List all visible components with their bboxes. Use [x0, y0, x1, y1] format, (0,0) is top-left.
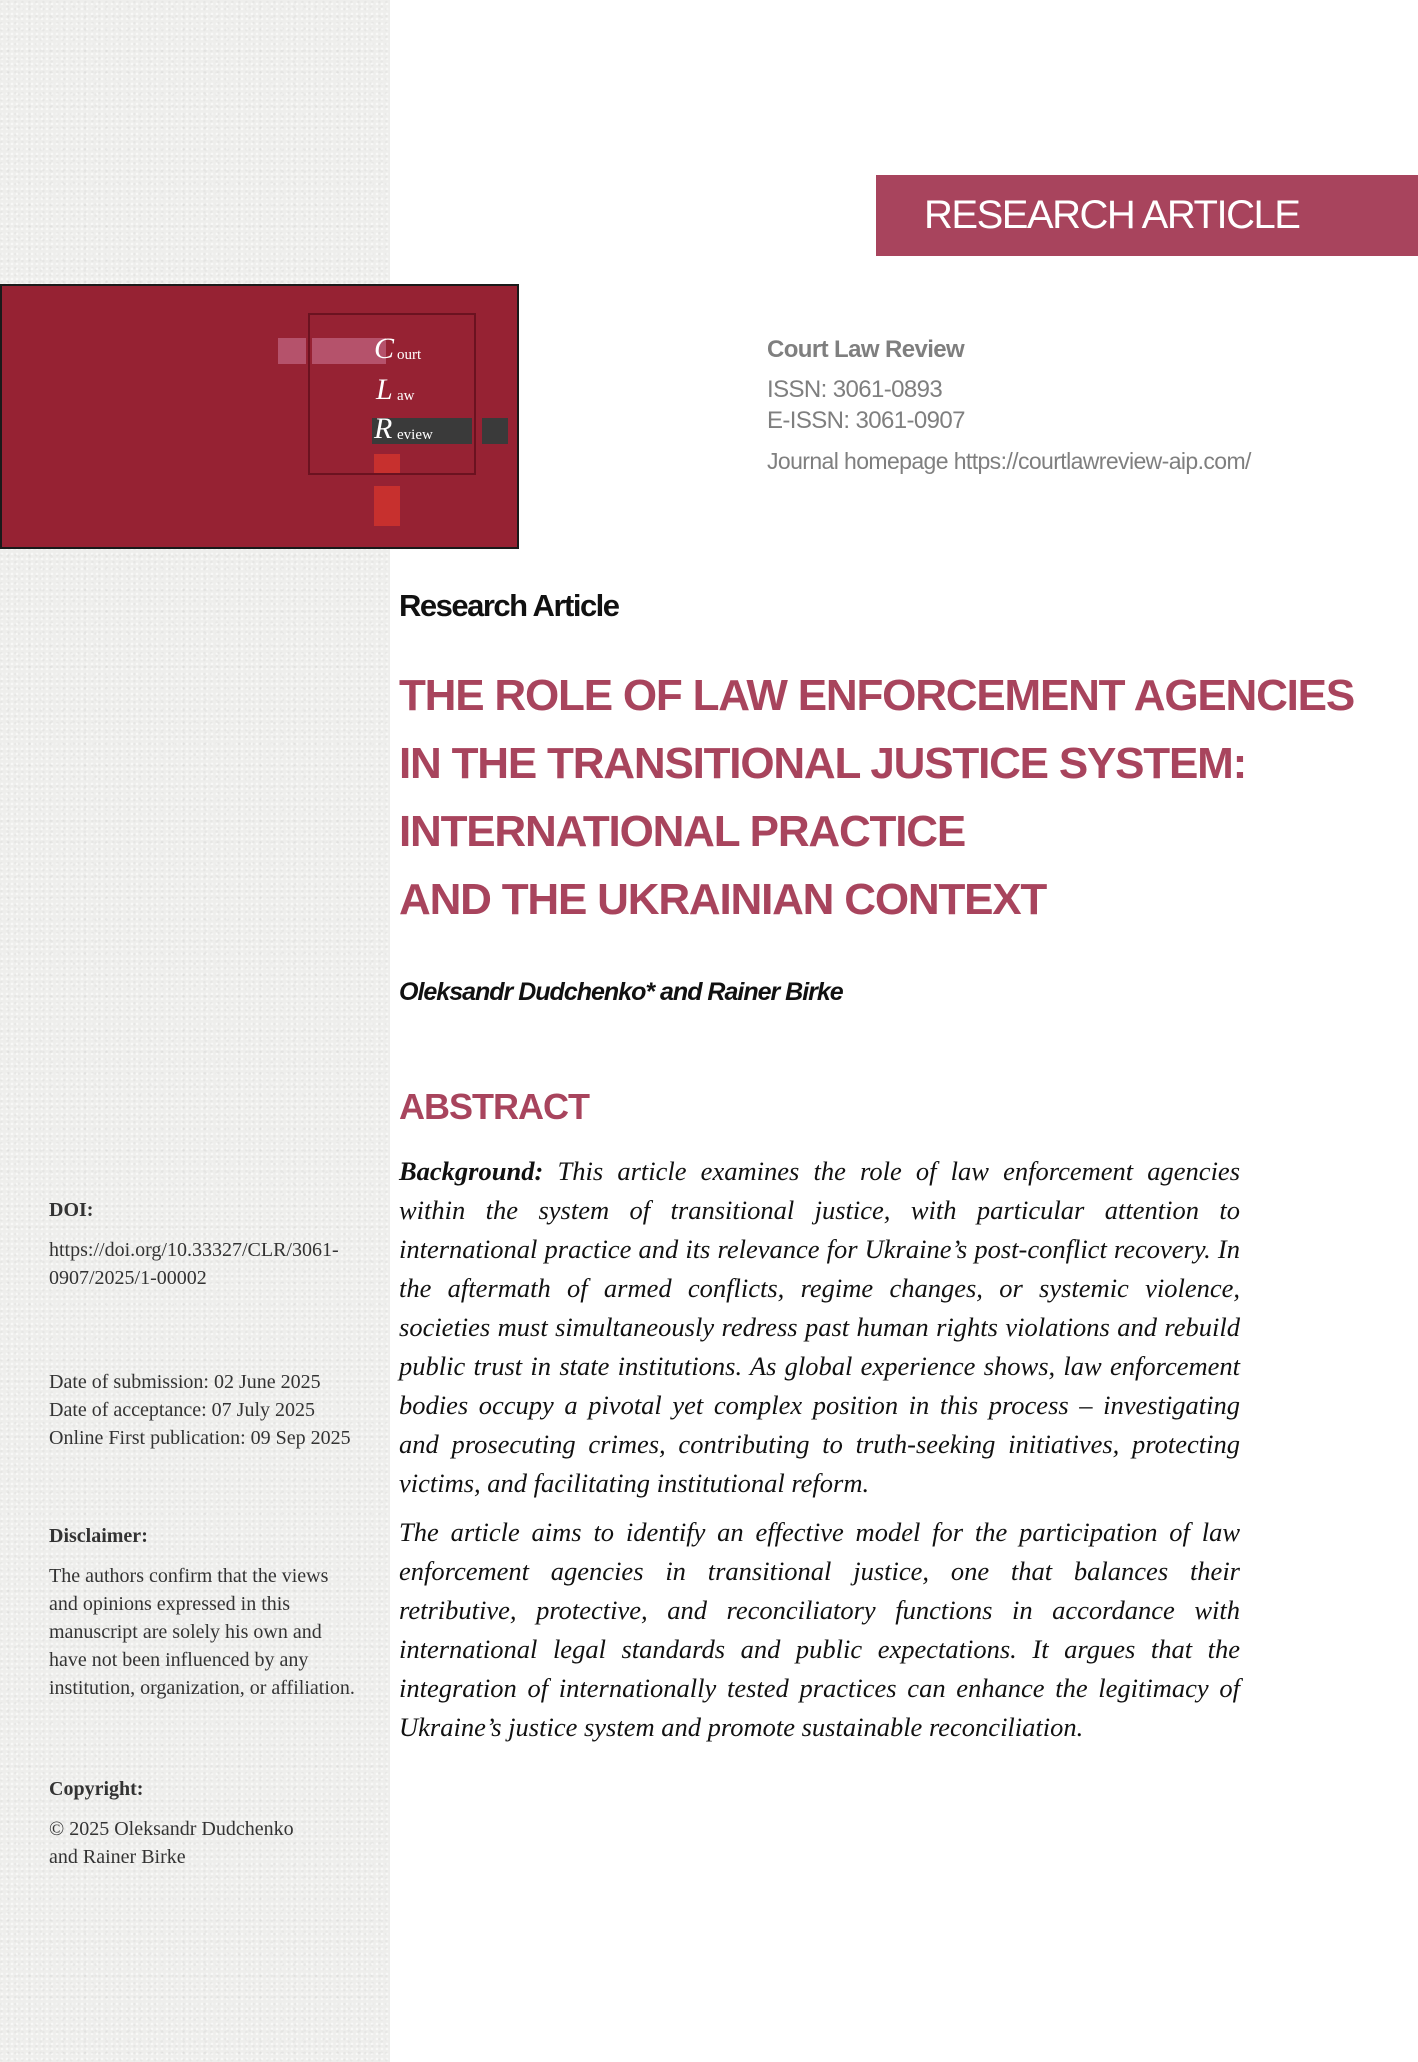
dates-block	[49, 1368, 384, 1452]
article-type-banner	[876, 175, 1418, 256]
copyright-block	[49, 1775, 384, 1871]
eissn: E-ISSN: 3061-0907	[767, 407, 965, 434]
title-line: THE ROLE OF LAW ENFORCEMENT AGENCIES	[399, 671, 1354, 720]
copyright-label: Copyright:	[49, 1778, 144, 1800]
logo-word-law: aw	[397, 388, 415, 404]
title-line: AND THE UKRAINIAN CONTEXT	[399, 875, 1047, 924]
doi-label: DOI:	[49, 1199, 94, 1221]
logo-word-review: eview	[397, 427, 433, 443]
logo-word-court: ourt	[397, 347, 422, 363]
journal-homepage: Journal homepage https://courtlawreview-aip.com/	[767, 448, 1251, 474]
copyright-line: © 2025 Oleksandr Dudchenko	[49, 1818, 294, 1840]
banner-label: RESEARCH ARTICLE	[924, 193, 1300, 237]
issn: ISSN: 3061-0893	[767, 376, 943, 403]
acceptance-date: Date of acceptance: 07 July 2025	[49, 1399, 316, 1421]
abstract-text: This article examines the role of law enforcement agencies within the system of transitional justice, with particular attention to international practice and its relevance for Ukraine’s post-conflict recovery. In the aftermath of armed conflicts, regime changes, or systemic violence, societies must simultaneously redress past human rights violations and rebuild public trust in state institutions. As global experience shows, law enforcement bodies occupy a pivotal yet complex position in this process – investigating and prosecuting crimes, contributing to truth-seeking initiatives, protecting victims, and facilitating institutional reform.	[399, 1156, 1241, 1498]
logo-square	[278, 338, 306, 364]
article-title	[399, 662, 1359, 934]
abstract-paragraph: The article aims to identify an effective model for the participation of law enforcement agencies in transitional justice, one that balances their retributive, protective, and reconciliatory functions in accordance with international legal standards and public expectations. It argues that the integration of internationally tested practices can enhance the legitimacy of Ukraine’s justice system and promote sustainable reconciliation.	[399, 1517, 1240, 1742]
online-first-date: Online First publication: 09 Sep 2025	[49, 1427, 351, 1449]
title-line: IN THE TRANSITIONAL JUSTICE SYSTEM:	[399, 739, 1247, 788]
disclaimer-line: and opinions expressed in this	[49, 1593, 291, 1615]
article-type-label: Research Article	[399, 588, 619, 623]
disclaimer-line: manuscript are solely his own and	[49, 1621, 322, 1643]
abstract-lead: Background:	[399, 1156, 544, 1186]
title-line: INTERNATIONAL PRACTICE	[399, 807, 965, 856]
disclaimer-line: The authors confirm that the views	[49, 1565, 329, 1587]
logo-square	[374, 486, 400, 526]
abstract-heading: ABSTRACT	[399, 1086, 589, 1127]
journal-logo	[0, 284, 519, 549]
disclaimer-line: have not been influenced by any	[49, 1649, 309, 1671]
doi-block	[49, 1196, 384, 1292]
journal-info	[767, 336, 1251, 475]
disclaimer-line: institution, organization, or affiliation.	[49, 1677, 355, 1699]
disclaimer-block	[49, 1522, 384, 1702]
logo-letter-r: R	[374, 412, 393, 445]
logo-letter-c: C	[374, 332, 395, 365]
logo-letter-l: L	[376, 373, 393, 406]
authors: Oleksandr Dudchenko* and Rainer Birke	[399, 978, 843, 1006]
abstract-paragraph	[399, 1152, 1240, 1503]
doi-link[interactable]: https://doi.org/10.33327/CLR/3061-	[49, 1239, 339, 1261]
abstract-body	[399, 1152, 1240, 1757]
doi-link[interactable]: 0907/2025/1-00002	[49, 1267, 207, 1289]
logo-square	[482, 418, 508, 444]
copyright-line: and Rainer Birke	[49, 1846, 186, 1868]
journal-name: Court Law Review	[767, 336, 965, 363]
disclaimer-label: Disclaimer:	[49, 1525, 148, 1547]
submission-date: Date of submission: 02 June 2025	[49, 1371, 321, 1393]
